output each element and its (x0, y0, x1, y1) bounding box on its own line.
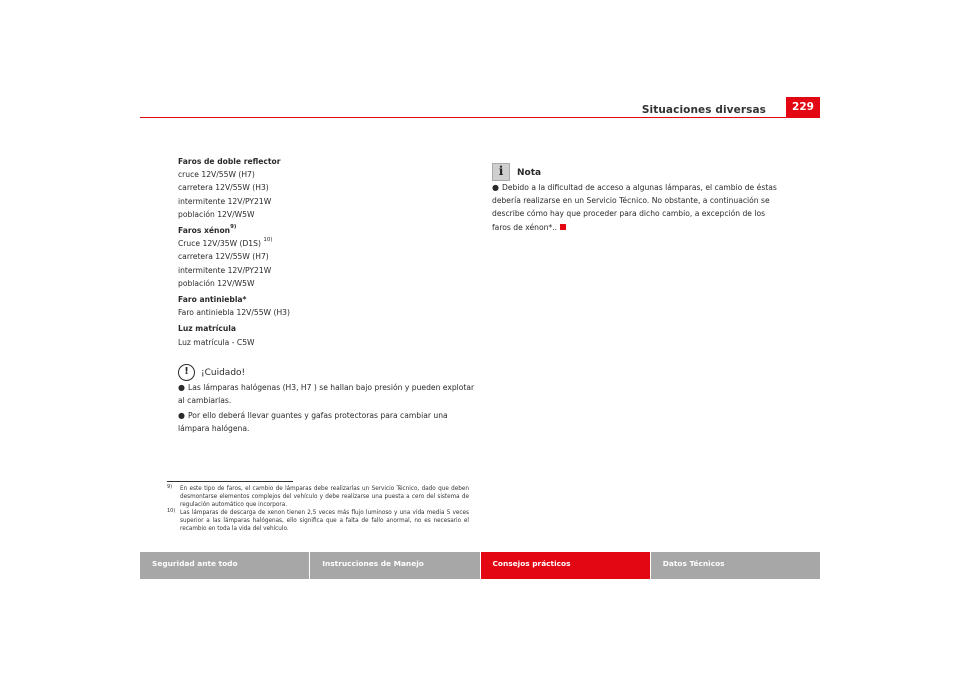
spec-line: carretera 12V/55W (H7) (178, 252, 269, 262)
chapter-nav (140, 552, 820, 579)
spec-line: población 12V/W5W (178, 278, 255, 288)
footnote-mark: 9) (167, 484, 173, 490)
caution-bullet (178, 381, 478, 407)
footnote-text: Las lámparas de descarga de xenon tienen 2,5 veces más flujo luminoso y una vida media 5 veces superior a las lámparas halógenas, ello significa que a falta de fallo anormal, no es necesario el recambio en toda la vida del vehículo. (180, 510, 469, 532)
caution-bullet (178, 409, 478, 435)
right-column (492, 157, 782, 234)
spec-group-heading: Faros de doble reflector (178, 157, 281, 166)
spec-group-heading: Faros xénon$^{9)}$ (178, 224, 237, 236)
bulb-specs (178, 155, 478, 349)
spec-line: cruce 12V/55W (H7) (178, 170, 255, 180)
spec-line: intermitente 12V/PY21W (178, 265, 272, 275)
info-note-icon: i (492, 163, 510, 181)
caution-text: Las lámparas halógenas (H3, H7 ) se hallan bajo presión y pueden explotar al cambiarlas. (178, 382, 475, 406)
spec-group (178, 322, 478, 348)
note-header (492, 157, 782, 181)
note-text: Debido a la dificultad de acceso a algunas lámparas, el cambio de éstas debería realizarse en un Servicio Técnico. No obstante, a continuación se describe cómo hay que proceder para dicho cambio, a excepción de los faros de xénon*.. (492, 183, 777, 232)
spec-line: intermitente 12V/PY21W (178, 196, 272, 206)
spec-line: carretera 12V/55W (H3) (178, 183, 269, 193)
footnotes (167, 486, 469, 534)
footnote-ref: 9) (230, 224, 237, 231)
footnote-rule (167, 481, 293, 482)
page-number: 229 (786, 97, 820, 117)
note-title: Nota (517, 167, 542, 178)
nav-tab-instrucciones[interactable]: Instrucciones de Manejo (310, 552, 479, 579)
bullet-icon: ● (492, 183, 499, 192)
spec-group (178, 224, 478, 290)
section-title: Situaciones diversas (641, 104, 766, 116)
spec-line: Faro antiniebla 12V/55W (H3) (178, 308, 290, 318)
spec-group-heading: Faro antiniebla* (178, 295, 247, 305)
bullet-icon: ● (178, 382, 185, 392)
bullet-icon: ● (178, 411, 185, 421)
spec-line: Cruce 12V/35W (D1S) $^{10)}$ (178, 237, 273, 249)
caution-header (178, 357, 478, 381)
caution-box (178, 357, 478, 436)
footnote-ref: 10) (263, 237, 273, 244)
end-square-icon (560, 224, 566, 230)
header-rule (140, 117, 820, 118)
footnote-text: En este tipo de faros, el cambio de lámparas debe realizarlas un Servicio Técnico, dado que deben desmontarse elementos complejos del vehículo y debe realizarse una puesta a cero del sistema de regulación automático que incorpora. (180, 486, 469, 508)
exclamation-circle-icon: ! (178, 364, 195, 381)
footnote-mark: 10) (167, 508, 176, 515)
footnote (167, 510, 469, 533)
note-bullet (492, 181, 782, 234)
nav-tab-consejos[interactable]: Consejos prácticos (481, 552, 650, 579)
caution-title: ¡Cuidado! (201, 367, 246, 378)
nav-tab-datos[interactable]: Datos Técnicos (651, 552, 820, 579)
footnote (167, 486, 469, 509)
spec-group (178, 293, 478, 319)
note-box (492, 157, 782, 234)
spec-group-heading: Luz matrícula (178, 324, 236, 334)
spec-line: Luz matrícula - C5W (178, 337, 255, 347)
spec-group (178, 155, 478, 221)
nav-tab-seguridad[interactable]: Seguridad ante todo (140, 552, 309, 579)
left-column (178, 155, 478, 436)
spec-line: población 12V/W5W (178, 209, 255, 219)
caution-text: Por ello deberá llevar guantes y gafas protectoras para cambiar una lámpara halógena. (178, 411, 448, 434)
